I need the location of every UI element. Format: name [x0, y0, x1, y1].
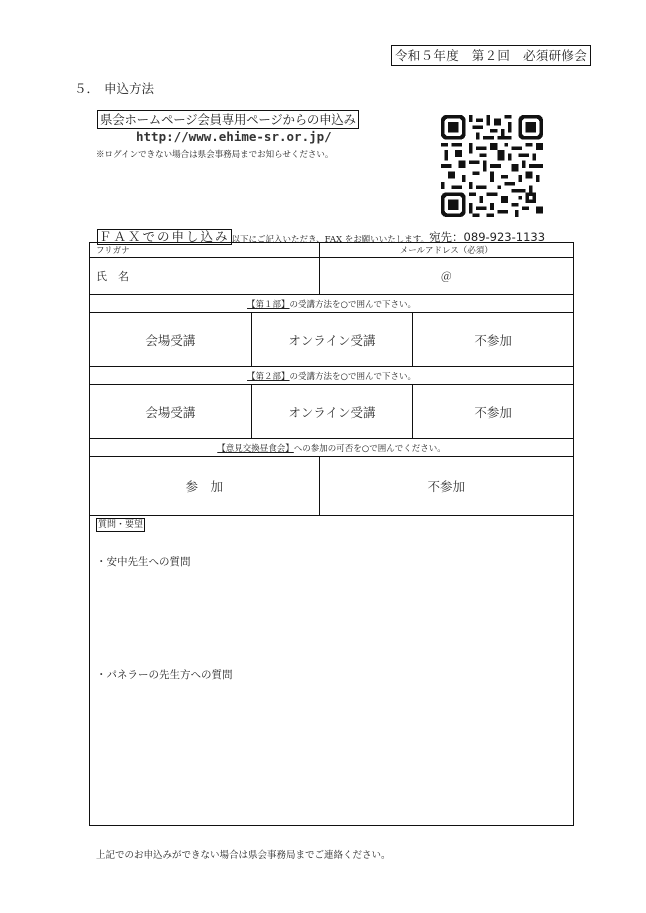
email-at-sign: ＠: [440, 270, 452, 283]
qr-code-icon[interactable]: [441, 115, 543, 217]
fax-application-line: [97, 226, 546, 245]
lunch-option-absent[interactable]: 不参加: [319, 457, 573, 516]
section-heading: [74, 79, 154, 97]
question-item-panelists: ・パネラーの先生方への質問: [96, 669, 233, 681]
part2-prompt-rest: の受講方法を○で囲んで下さい。: [289, 371, 416, 382]
part2-prompt-highlight: 【第２部】: [247, 371, 290, 382]
part2-option-absent[interactable]: 不参加: [413, 385, 574, 439]
part2-option-venue[interactable]: 会場受講: [90, 385, 252, 439]
name-field[interactable]: [90, 258, 320, 295]
furigana-field[interactable]: [90, 243, 320, 258]
website-url[interactable]: http://www.ehime-sr.or.jp/: [136, 129, 332, 144]
questions-label: 質問・要望: [98, 520, 144, 530]
login-note: ※ログインできない場合は県会事務局までお知らせください。: [96, 150, 334, 160]
lunch-prompt-highlight: 【意見交換昼食会】: [217, 443, 294, 454]
fax-destination: 宛先：089-923-1133: [429, 230, 546, 244]
name-label: 氏 名: [96, 270, 129, 283]
part1-prompt: [90, 295, 574, 313]
footer-note: 上記でのお申込みができない場合は県会事務局までご連絡ください。: [96, 850, 391, 861]
part1-option-absent[interactable]: 不参加: [413, 313, 574, 367]
part1-option-online[interactable]: オンライン受講: [251, 313, 413, 367]
application-form: [89, 242, 574, 826]
furigana-label: フリガナ: [96, 246, 130, 256]
email-label-cell: [319, 243, 573, 258]
fax-application-heading: ＦＡＸでの申し込み: [99, 229, 230, 244]
questions-field[interactable]: [90, 516, 574, 826]
part1-option-venue[interactable]: 会場受講: [90, 313, 252, 367]
part2-prompt: [90, 367, 574, 385]
question-item-yasunaka: ・安中先生への質問: [96, 556, 191, 568]
section-number: ５．: [74, 81, 100, 96]
part1-prompt-rest: の受講方法を○で囲んで下さい。: [289, 299, 416, 310]
lunch-prompt-rest: への参加の可否を○で囲んでください。: [293, 443, 446, 454]
part2-option-online[interactable]: オンライン受講: [251, 385, 413, 439]
lunch-prompt: [90, 439, 574, 457]
fax-instruction: 以下にご記入いただき、FAX をお願いいたします。: [231, 235, 430, 245]
part1-prompt-highlight: 【第１部】: [247, 299, 290, 310]
document-header-title: 令和５年度 第２回 必須研修会: [391, 45, 591, 66]
web-application-heading: 県会ホームページ会員専用ページからの申込み: [97, 110, 359, 129]
section-title: 申込方法: [104, 81, 155, 96]
lunch-option-attend[interactable]: 参 加: [90, 457, 320, 516]
email-field[interactable]: [319, 258, 573, 295]
email-label: メールアドレス（必須）: [399, 246, 493, 256]
